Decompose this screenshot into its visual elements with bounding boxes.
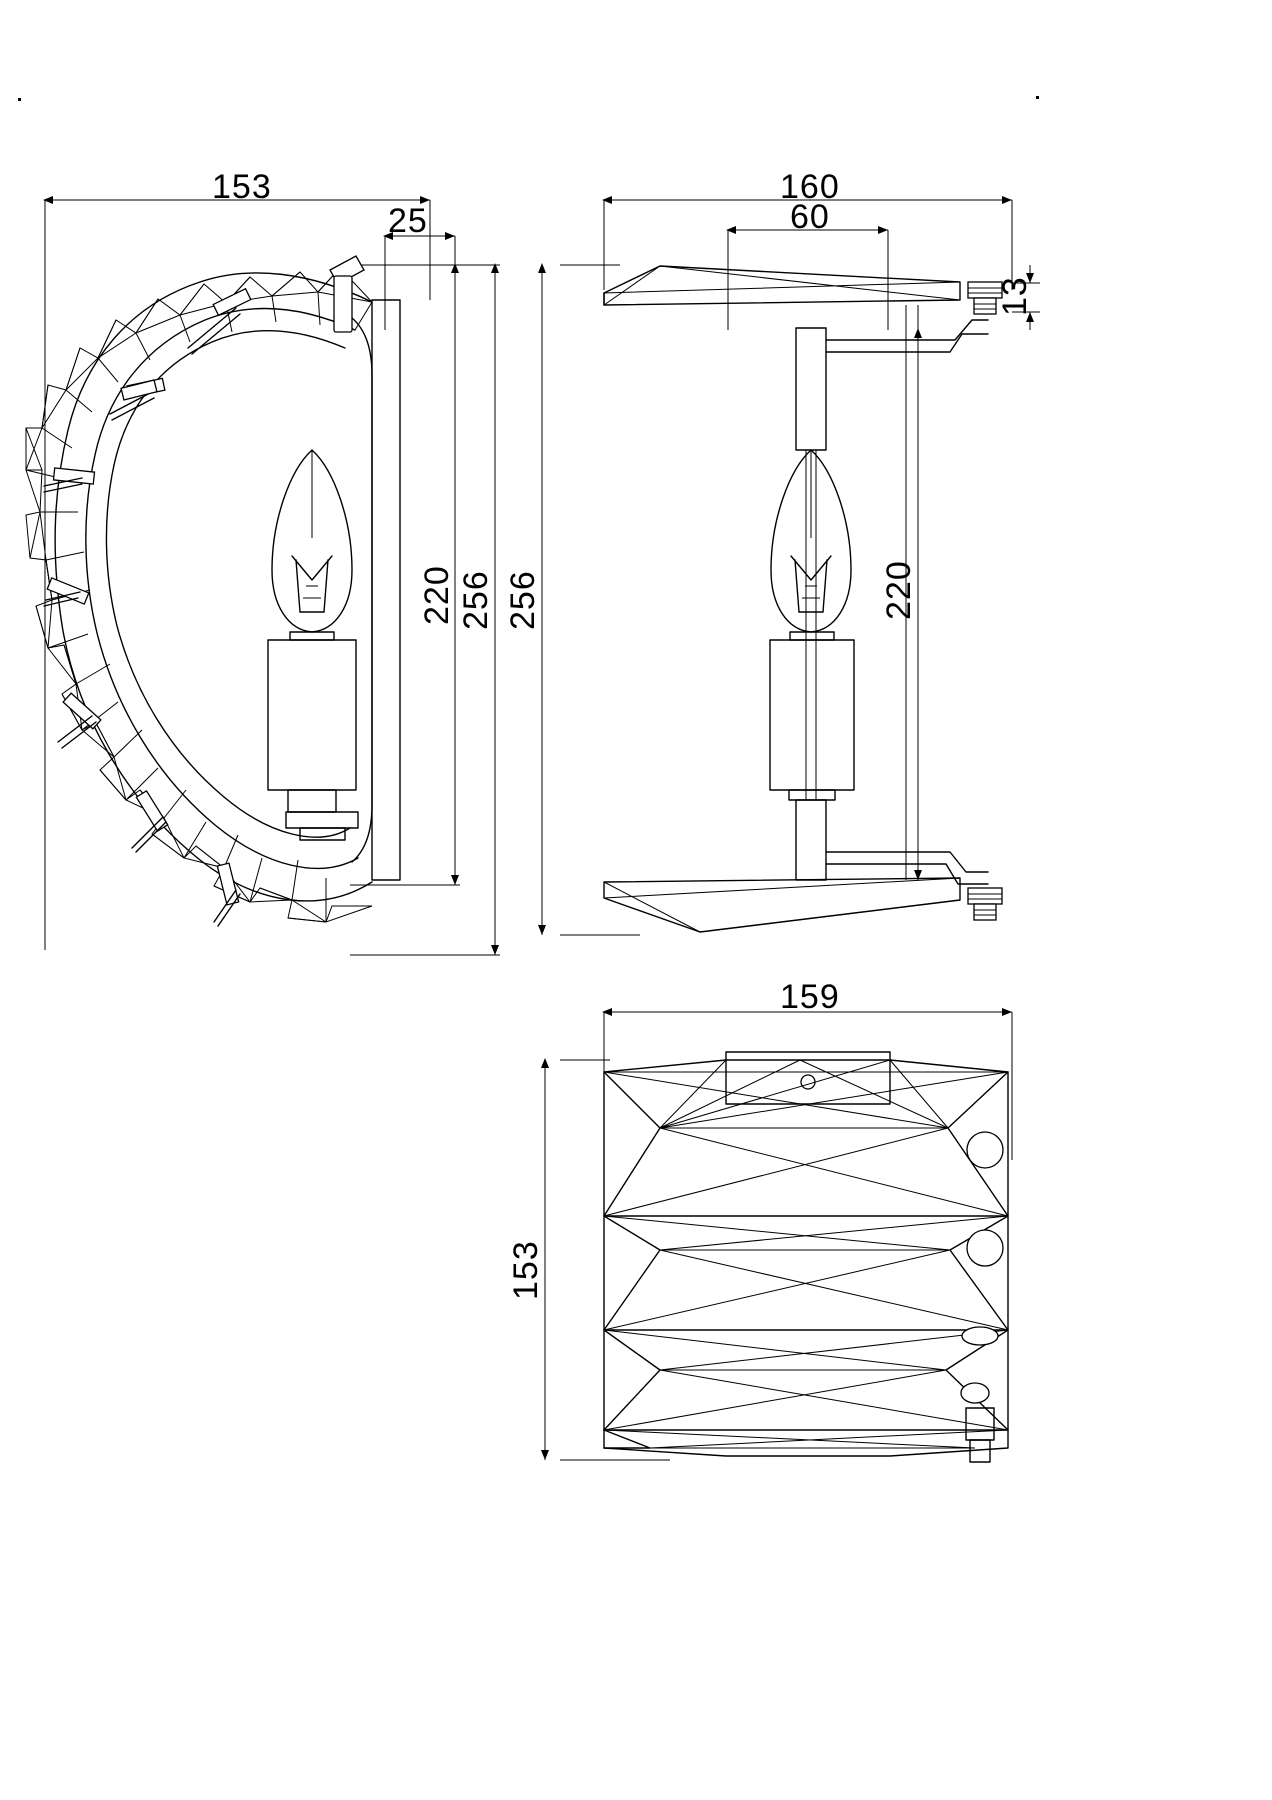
front-dim-256: 256 xyxy=(457,570,495,630)
side-dim-160: 160 xyxy=(780,168,840,206)
front-view xyxy=(26,168,500,955)
top-view xyxy=(507,978,1012,1462)
front-dim-220: 220 xyxy=(418,565,456,625)
side-view xyxy=(504,168,1040,935)
front-dim-25: 25 xyxy=(388,202,428,240)
side-dim-220: 220 xyxy=(880,560,918,620)
side-dim-13: 13 xyxy=(996,276,1034,316)
top-dim-153: 153 xyxy=(507,1240,545,1300)
side-dim-256: 256 xyxy=(504,570,542,630)
side-dim-60: 60 xyxy=(790,198,830,236)
top-dim-159: 159 xyxy=(780,978,840,1016)
front-dim-153: 153 xyxy=(212,168,272,206)
